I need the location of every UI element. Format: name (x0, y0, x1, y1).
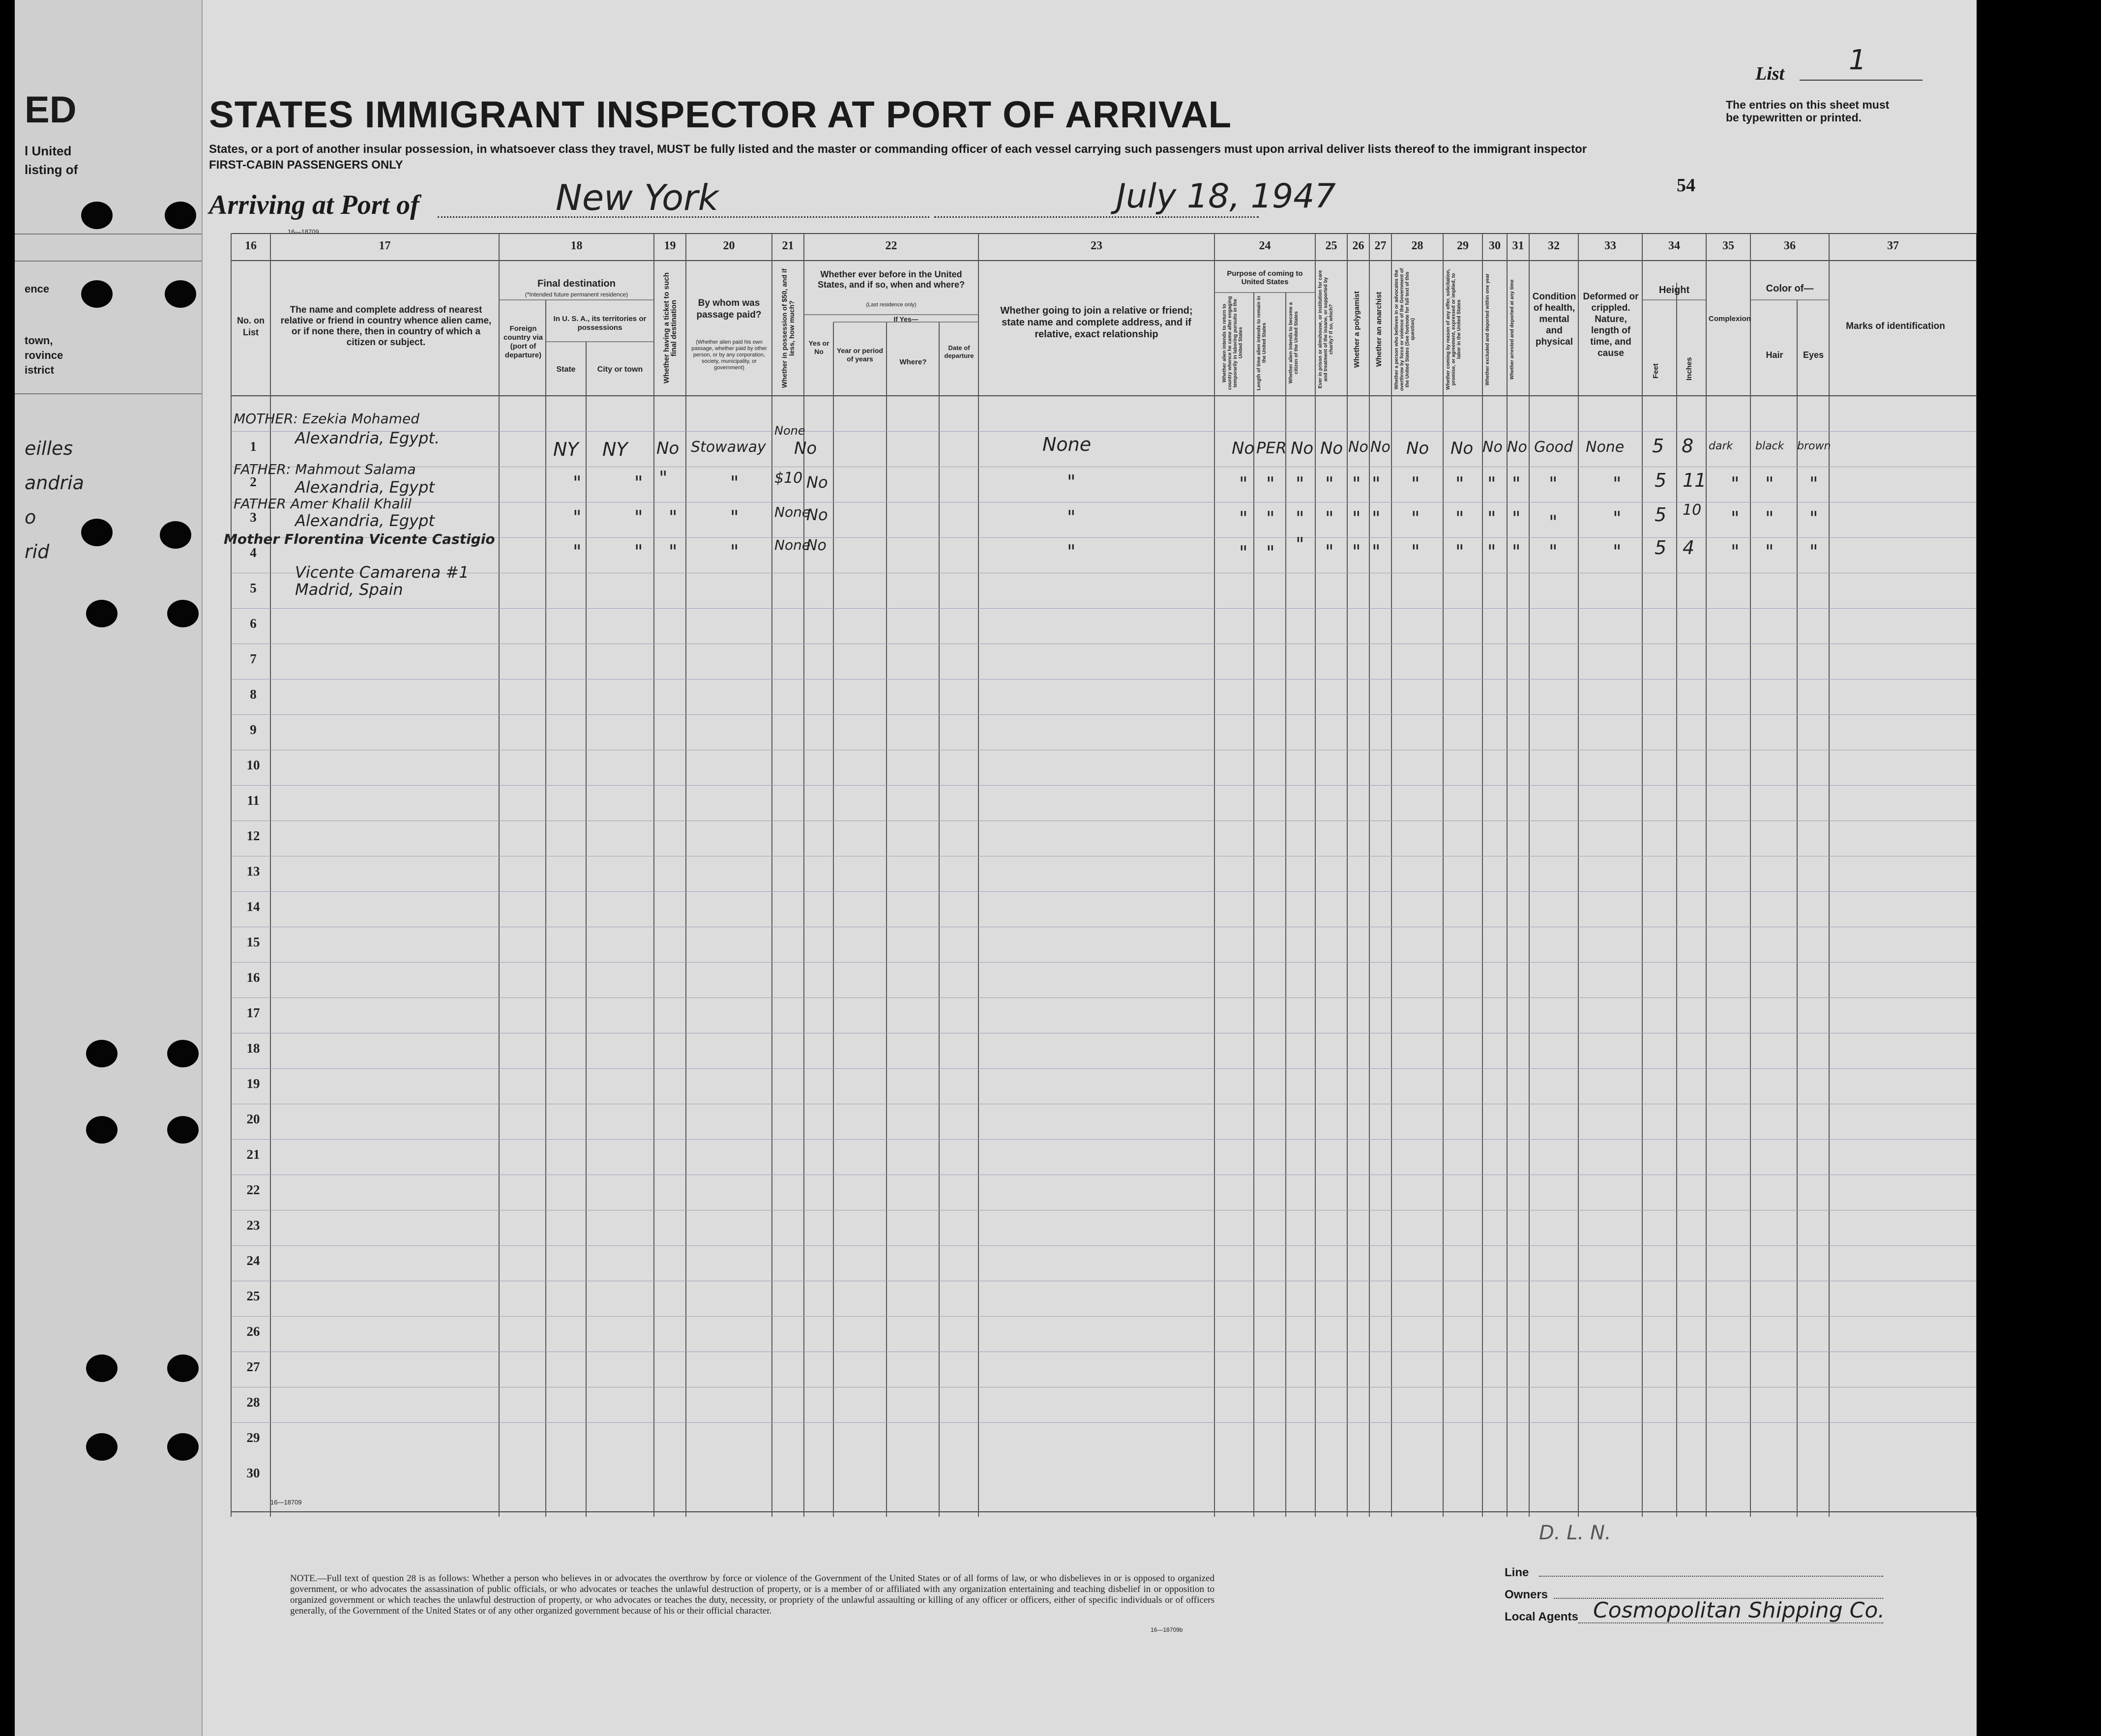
q24b-cell: PER (1256, 439, 1287, 457)
row-number: 18 (246, 1041, 260, 1056)
joining-cell: " (1067, 506, 1076, 528)
header-possession-50: Whether in possession of $50, and if less, how much? (780, 268, 796, 388)
complexion-cell: " (1731, 541, 1740, 562)
inches-cell: 8 (1682, 435, 1694, 457)
row-number: 16 (246, 970, 260, 985)
header-q29: Whether coming by reason of any offer, solicitation, promise, or agreement, expressed or implied, to labor in the United States (1446, 268, 1462, 390)
q29-cell: " (1455, 473, 1464, 495)
form-code: 16—18709 (288, 228, 319, 235)
header-marks: Marks of identification (1846, 321, 1945, 331)
header-no-on-list: No. on List (237, 316, 265, 337)
ever-before-cell: No (794, 439, 817, 458)
row-number: 30 (246, 1466, 260, 1480)
row-number: 15 (246, 935, 260, 949)
column-number: 21 (782, 239, 794, 252)
header-date-departure: Date of departure (944, 344, 974, 359)
q25-cell: " (1325, 507, 1334, 529)
column-number: 23 (1091, 239, 1102, 252)
ever-before-cell: No (806, 537, 827, 554)
column-number: 19 (664, 239, 676, 252)
q27-cell: " (1372, 541, 1381, 562)
column-number: 34 (1668, 239, 1680, 252)
header-joining-relative: Whether going to join a relative or friend; state name and complete address, and if relative, exact relationship (1000, 305, 1193, 340)
q30-cell: " (1487, 541, 1496, 562)
column-number: 16 (245, 239, 257, 252)
q25-cell: " (1325, 541, 1334, 562)
q31-cell: " (1512, 507, 1521, 529)
page-title: STATES IMMIGRANT INSPECTOR AT PORT OF ARRIVAL (209, 94, 1232, 136)
header-last-residence: (Last residence only) (866, 302, 917, 308)
city-cell: " (634, 541, 643, 562)
header-height: Height (1658, 285, 1690, 295)
row-number: 27 (246, 1359, 260, 1374)
header-state: State (556, 365, 576, 374)
column-number: 20 (723, 239, 735, 252)
q28-cell: " (1411, 473, 1420, 495)
deformed-cell: None (1586, 439, 1625, 456)
relative-address: Alexandria, Egypt (295, 511, 435, 530)
q25-cell: " (1325, 473, 1334, 495)
q30-cell: " (1487, 507, 1496, 529)
header-anarchist: Whether an anarchist (1375, 292, 1383, 367)
relative-address: Vicente Camarena #1 (295, 563, 469, 582)
header-year-period: Year or period of years (836, 347, 884, 363)
column-number: 17 (379, 239, 391, 252)
q24a-cell: " (1239, 507, 1248, 529)
column-number: 33 (1604, 239, 1616, 252)
row-number: 28 (246, 1395, 260, 1410)
left-fragment-6: istrict (25, 364, 54, 376)
agents-value: Cosmopolitan Shipping Co. (1593, 1598, 1885, 1623)
state-cell: NY (553, 439, 579, 460)
left-fragment-4: town, (25, 334, 53, 347)
deformed-cell: " (1613, 507, 1622, 529)
row-number: 10 (246, 758, 260, 772)
row-separator (231, 1068, 1977, 1069)
row-number: 17 (246, 1005, 260, 1020)
relative-name: FATHER Amer Khalil Khalil (234, 496, 412, 512)
relative-address: Alexandria, Egypt. (295, 429, 440, 447)
header-city: City or town (597, 365, 643, 374)
q27-cell: " (1372, 473, 1381, 495)
relative-address: Alexandria, Egypt (295, 478, 435, 497)
q31-cell: " (1512, 541, 1521, 562)
header-yes-or-no: Yes or No (808, 339, 829, 355)
footnote-code: 16—18709b (1151, 1626, 1183, 1633)
relative-name: MOTHER: Ezekia Mohamed (234, 411, 419, 427)
row-number: 2 (250, 474, 257, 489)
eyes-cell: " (1809, 507, 1818, 529)
header-eyes: Eyes (1803, 350, 1824, 360)
q24a-cell: " (1239, 473, 1248, 495)
header-purpose-c: Whether alien intends to become a citizen of the United States (1288, 302, 1299, 384)
left-fragment-2: listing of (25, 162, 78, 177)
money-cell: None (774, 504, 811, 520)
column-number: 36 (1784, 239, 1796, 252)
q27-cell: No (1370, 439, 1391, 456)
money-cell: None (774, 424, 805, 438)
column-number: 24 (1259, 239, 1271, 252)
money-cell: $10 (774, 470, 803, 487)
owners-label: Owners (1505, 1588, 1548, 1601)
row-separator (231, 1245, 1977, 1246)
column-number: 18 (570, 239, 583, 252)
q24c-cell: " (1296, 507, 1304, 529)
row-number: 1 (250, 439, 257, 454)
row-number: 9 (250, 722, 257, 737)
sheet-number: 54 (1677, 175, 1695, 196)
q24c-cell: " (1296, 533, 1304, 555)
row-number: 14 (246, 899, 260, 914)
row-number: 23 (246, 1218, 260, 1233)
complexion-cell: " (1731, 507, 1740, 529)
entries-note: The entries on this sheet must be typewritten or printed. (1726, 98, 1890, 124)
q30-cell: " (1487, 473, 1496, 495)
q27-cell: " (1372, 507, 1381, 529)
relative-address: Madrid, Spain (295, 580, 403, 599)
inches-cell: 11 (1683, 470, 1707, 491)
row-number: 7 (250, 651, 257, 666)
column-number: 29 (1457, 239, 1469, 252)
header-complexion: Complexion (1709, 315, 1751, 323)
column-number: 27 (1374, 239, 1387, 252)
column-number: 30 (1489, 239, 1501, 252)
list-label: List (1755, 63, 1785, 84)
header-hair: Hair (1766, 350, 1783, 360)
header-nearest-relative: The name and complete address of nearest relative or friend in country whence alien came, or if none there, then in country of which a citizen or subject. (280, 305, 492, 348)
list-number: 1 (1849, 44, 1866, 76)
complexion-cell: " (1731, 473, 1740, 495)
health-cell: " (1549, 511, 1558, 533)
left-margin-word: andria (25, 472, 84, 494)
hair-cell: " (1765, 473, 1774, 495)
row-number: 5 (250, 581, 257, 595)
eyes-cell: brown (1797, 440, 1831, 452)
row-separator (231, 1316, 1977, 1317)
ever-before-cell: No (806, 473, 828, 492)
row-separator (231, 891, 1977, 892)
column-number: 37 (1887, 239, 1899, 252)
header-q30: Whether excluded and deported within one year (1485, 273, 1490, 385)
header-where: Where? (899, 358, 927, 366)
row-number: 6 (250, 616, 257, 631)
health-cell: Good (1534, 439, 1573, 456)
deformed-cell: " (1613, 541, 1622, 562)
header-q28: Whether a person who believes in or advocates the overthrow by force or violence of the Government of the United States (See footnote for full text of this question) (1394, 268, 1416, 391)
inches-cell: 10 (1683, 501, 1702, 519)
eyes-cell: " (1809, 541, 1818, 562)
deformed-cell: " (1613, 473, 1622, 495)
header-foreign-country: Foreign country via (port of departure) (503, 324, 543, 359)
instructions-line-1: States, or a port of another insular possession, in whatsoever class they travel, MUST be fully listed and the master or commanding officer of each vessel carrying such passengers must upon arrival deliver lists thereof to the immigrant inspector (209, 143, 1587, 156)
state-cell: " (573, 506, 582, 528)
relative-name: Mother Florentina Vicente Castigio (224, 531, 495, 547)
row-number: 26 (246, 1324, 260, 1339)
line-label: Line (1505, 1566, 1529, 1579)
row-separator (231, 431, 1977, 432)
row-separator (231, 608, 1977, 609)
paid-by-cell: " (730, 472, 739, 494)
joining-cell: None (1042, 434, 1092, 455)
q24a-cell: " (1239, 542, 1248, 563)
q31-cell: " (1512, 473, 1521, 495)
row-separator (231, 1422, 1977, 1423)
header-deformed: Deformed or crippled. Nature, length of time, and cause (1583, 292, 1639, 358)
joining-cell: " (1067, 471, 1076, 493)
header-in-usa: In U. S. A., its territories or possessions (553, 315, 647, 332)
port-of-arrival: New York (556, 177, 719, 218)
column-number: 35 (1722, 239, 1734, 252)
grid-lines (15, 0, 1977, 1736)
header-passage-paid-note: (Whether alien paid his own passage, whether paid by other person, or by any corporation, society, municipality, or government) (691, 339, 767, 371)
q26-cell: No (1348, 439, 1368, 456)
row-number: 25 (246, 1289, 260, 1303)
arrival-date: July 18, 1947 (1116, 177, 1336, 216)
hair-cell: " (1765, 541, 1774, 562)
eyes-cell: " (1809, 473, 1818, 495)
q28-cell: " (1411, 541, 1420, 562)
q25-cell: No (1320, 439, 1343, 458)
agents-label: Local Agents (1505, 1610, 1578, 1623)
health-cell: " (1549, 541, 1558, 562)
header-q31: Whether arrested and deported at any time (1509, 279, 1515, 380)
header-purpose-b: Length of time alien intends to remain in the United States (1256, 295, 1267, 390)
left-margin-word: o (25, 506, 36, 528)
inches-cell: 4 (1683, 537, 1695, 559)
state-cell: " (573, 472, 582, 494)
column-number: 25 (1325, 239, 1337, 252)
row-separator (231, 785, 1977, 786)
health-cell: " (1549, 473, 1558, 495)
paid-by-cell: Stowaway (691, 439, 766, 456)
header-final-destination-note: (*Intended future permanent residence) (525, 291, 628, 298)
state-cell: " (573, 541, 582, 562)
row-number: 21 (246, 1147, 260, 1162)
row-number: 3 (250, 510, 257, 525)
ticket-cell: " (659, 467, 668, 489)
q31-cell: No (1507, 439, 1527, 456)
header-final-destination: Final destination (537, 278, 616, 289)
q26-cell: " (1352, 541, 1361, 562)
row-number: 8 (250, 687, 257, 702)
row-separator (231, 1139, 1977, 1140)
paid-by-cell: " (730, 506, 739, 528)
row-number: 12 (246, 828, 260, 843)
column-number: 31 (1512, 239, 1524, 252)
row-number: 4 (250, 545, 257, 560)
manifest-sheet (15, 0, 1977, 1736)
instructions-line-2: FIRST-CABIN PASSENGERS ONLY (209, 158, 403, 172)
ticket-cell: " (669, 506, 678, 528)
q24a-cell: No (1232, 439, 1255, 458)
city-cell: " (634, 472, 643, 494)
ticket-cell: No (656, 439, 680, 458)
q29-cell: No (1450, 439, 1474, 458)
city-cell: NY (602, 439, 628, 460)
form-code-bottom: 16—18709 (270, 1499, 302, 1506)
header-polygamist: Whether a polygamist (1353, 291, 1361, 368)
relative-name: FATHER: Mahmout Salama (234, 461, 416, 477)
hair-cell: " (1765, 507, 1774, 529)
q24b-cell: " (1266, 507, 1275, 529)
q24c-cell: No (1291, 439, 1314, 458)
city-cell: " (634, 506, 643, 528)
q29-cell: " (1455, 541, 1464, 562)
feet-cell: 5 (1652, 435, 1664, 457)
header-purpose: Purpose of coming to United States (1227, 269, 1303, 286)
row-separator (231, 714, 1977, 715)
left-margin-word: rid (25, 541, 50, 562)
header-prison: Ever in prison or almshouse, or institution for care and treatment of the insane, or supported by charity? If so, which? (1318, 270, 1334, 389)
row-number: 24 (246, 1253, 260, 1268)
paid-by-cell: " (730, 541, 739, 562)
q29-cell: " (1455, 507, 1464, 529)
header-feet: Feet (1652, 363, 1660, 379)
header-ever-before: Whether ever before in the United States, and if so, when and where? (817, 269, 965, 290)
row-number: 13 (246, 864, 260, 879)
header-passage-paid: By whom was passage paid? (696, 298, 762, 320)
q26-cell: " (1352, 473, 1361, 495)
row-number: 22 (246, 1182, 260, 1197)
column-number: 26 (1352, 239, 1364, 252)
ever-before-cell: No (806, 505, 828, 524)
q24c-cell: " (1296, 473, 1304, 495)
feet-cell: 5 (1655, 504, 1667, 526)
q30-cell: No (1482, 439, 1503, 456)
header-condition: Condition of health, mental and physical (1532, 292, 1576, 347)
money-cell: None (774, 537, 811, 553)
complexion-cell: dark (1709, 440, 1733, 452)
column-number: 22 (885, 239, 897, 252)
initials: D. L. N. (1539, 1522, 1611, 1544)
header-ticket: Whether having a ticket to such final destination (662, 272, 678, 384)
q24b-cell: " (1266, 542, 1275, 563)
feet-cell: 5 (1655, 470, 1667, 491)
hair-cell: black (1755, 440, 1784, 452)
row-number: 29 (246, 1430, 260, 1445)
q28-cell: " (1411, 507, 1420, 529)
joining-cell: " (1067, 541, 1076, 562)
header-if-yes: If Yes— (893, 315, 918, 323)
ticket-cell: " (669, 541, 678, 562)
q26-cell: " (1352, 507, 1361, 529)
footnote-q28: NOTE.—Full text of question 28 is as follows: Whether a person who believes in or advocates the overthrow by force or violence of the Government of the United States or of all forms of law, or who disbelieves in or is opposed to organized government, or who advocates the assassination of public officials, or who advocates or teaches the unlawful destruction of property, or is a member of or affiliated with any organization entertaining and teaching disbelief in or opposition to organized government or which teaches the unlawful destruction of property, or who advocates or teaches the duty, necessity, or propriety of the unlawful assaulting or killing of any officer or officers, either of specific individuals or of officers generally, of the Government of the United States or of any other organized government because of his or their official character. (290, 1573, 1214, 1616)
left-margin-word: eilles (25, 438, 73, 459)
arriving-label: Arriving at Port of (209, 190, 419, 220)
left-fragment-1: l United (25, 144, 72, 158)
feet-cell: 5 (1655, 537, 1667, 559)
q28-cell: No (1406, 439, 1429, 458)
header-purpose-a: Whether alien intends to return to country whence he came after engaging temporarily in laboring pursuits in the United States (1222, 296, 1243, 390)
column-number: 28 (1411, 239, 1423, 252)
left-fragment-5: rovince (25, 349, 63, 361)
row-number: 11 (247, 793, 260, 808)
q24b-cell: " (1266, 473, 1275, 495)
title-fragment-left: ED (25, 89, 77, 131)
left-fragment-3: ence (25, 283, 50, 295)
column-number: 32 (1548, 239, 1560, 252)
row-separator (231, 962, 1977, 963)
row-number: 19 (246, 1076, 260, 1091)
header-inches: Inches (1685, 357, 1693, 381)
header-color-of: Color of— (1766, 283, 1814, 294)
row-number: 20 (246, 1112, 260, 1126)
